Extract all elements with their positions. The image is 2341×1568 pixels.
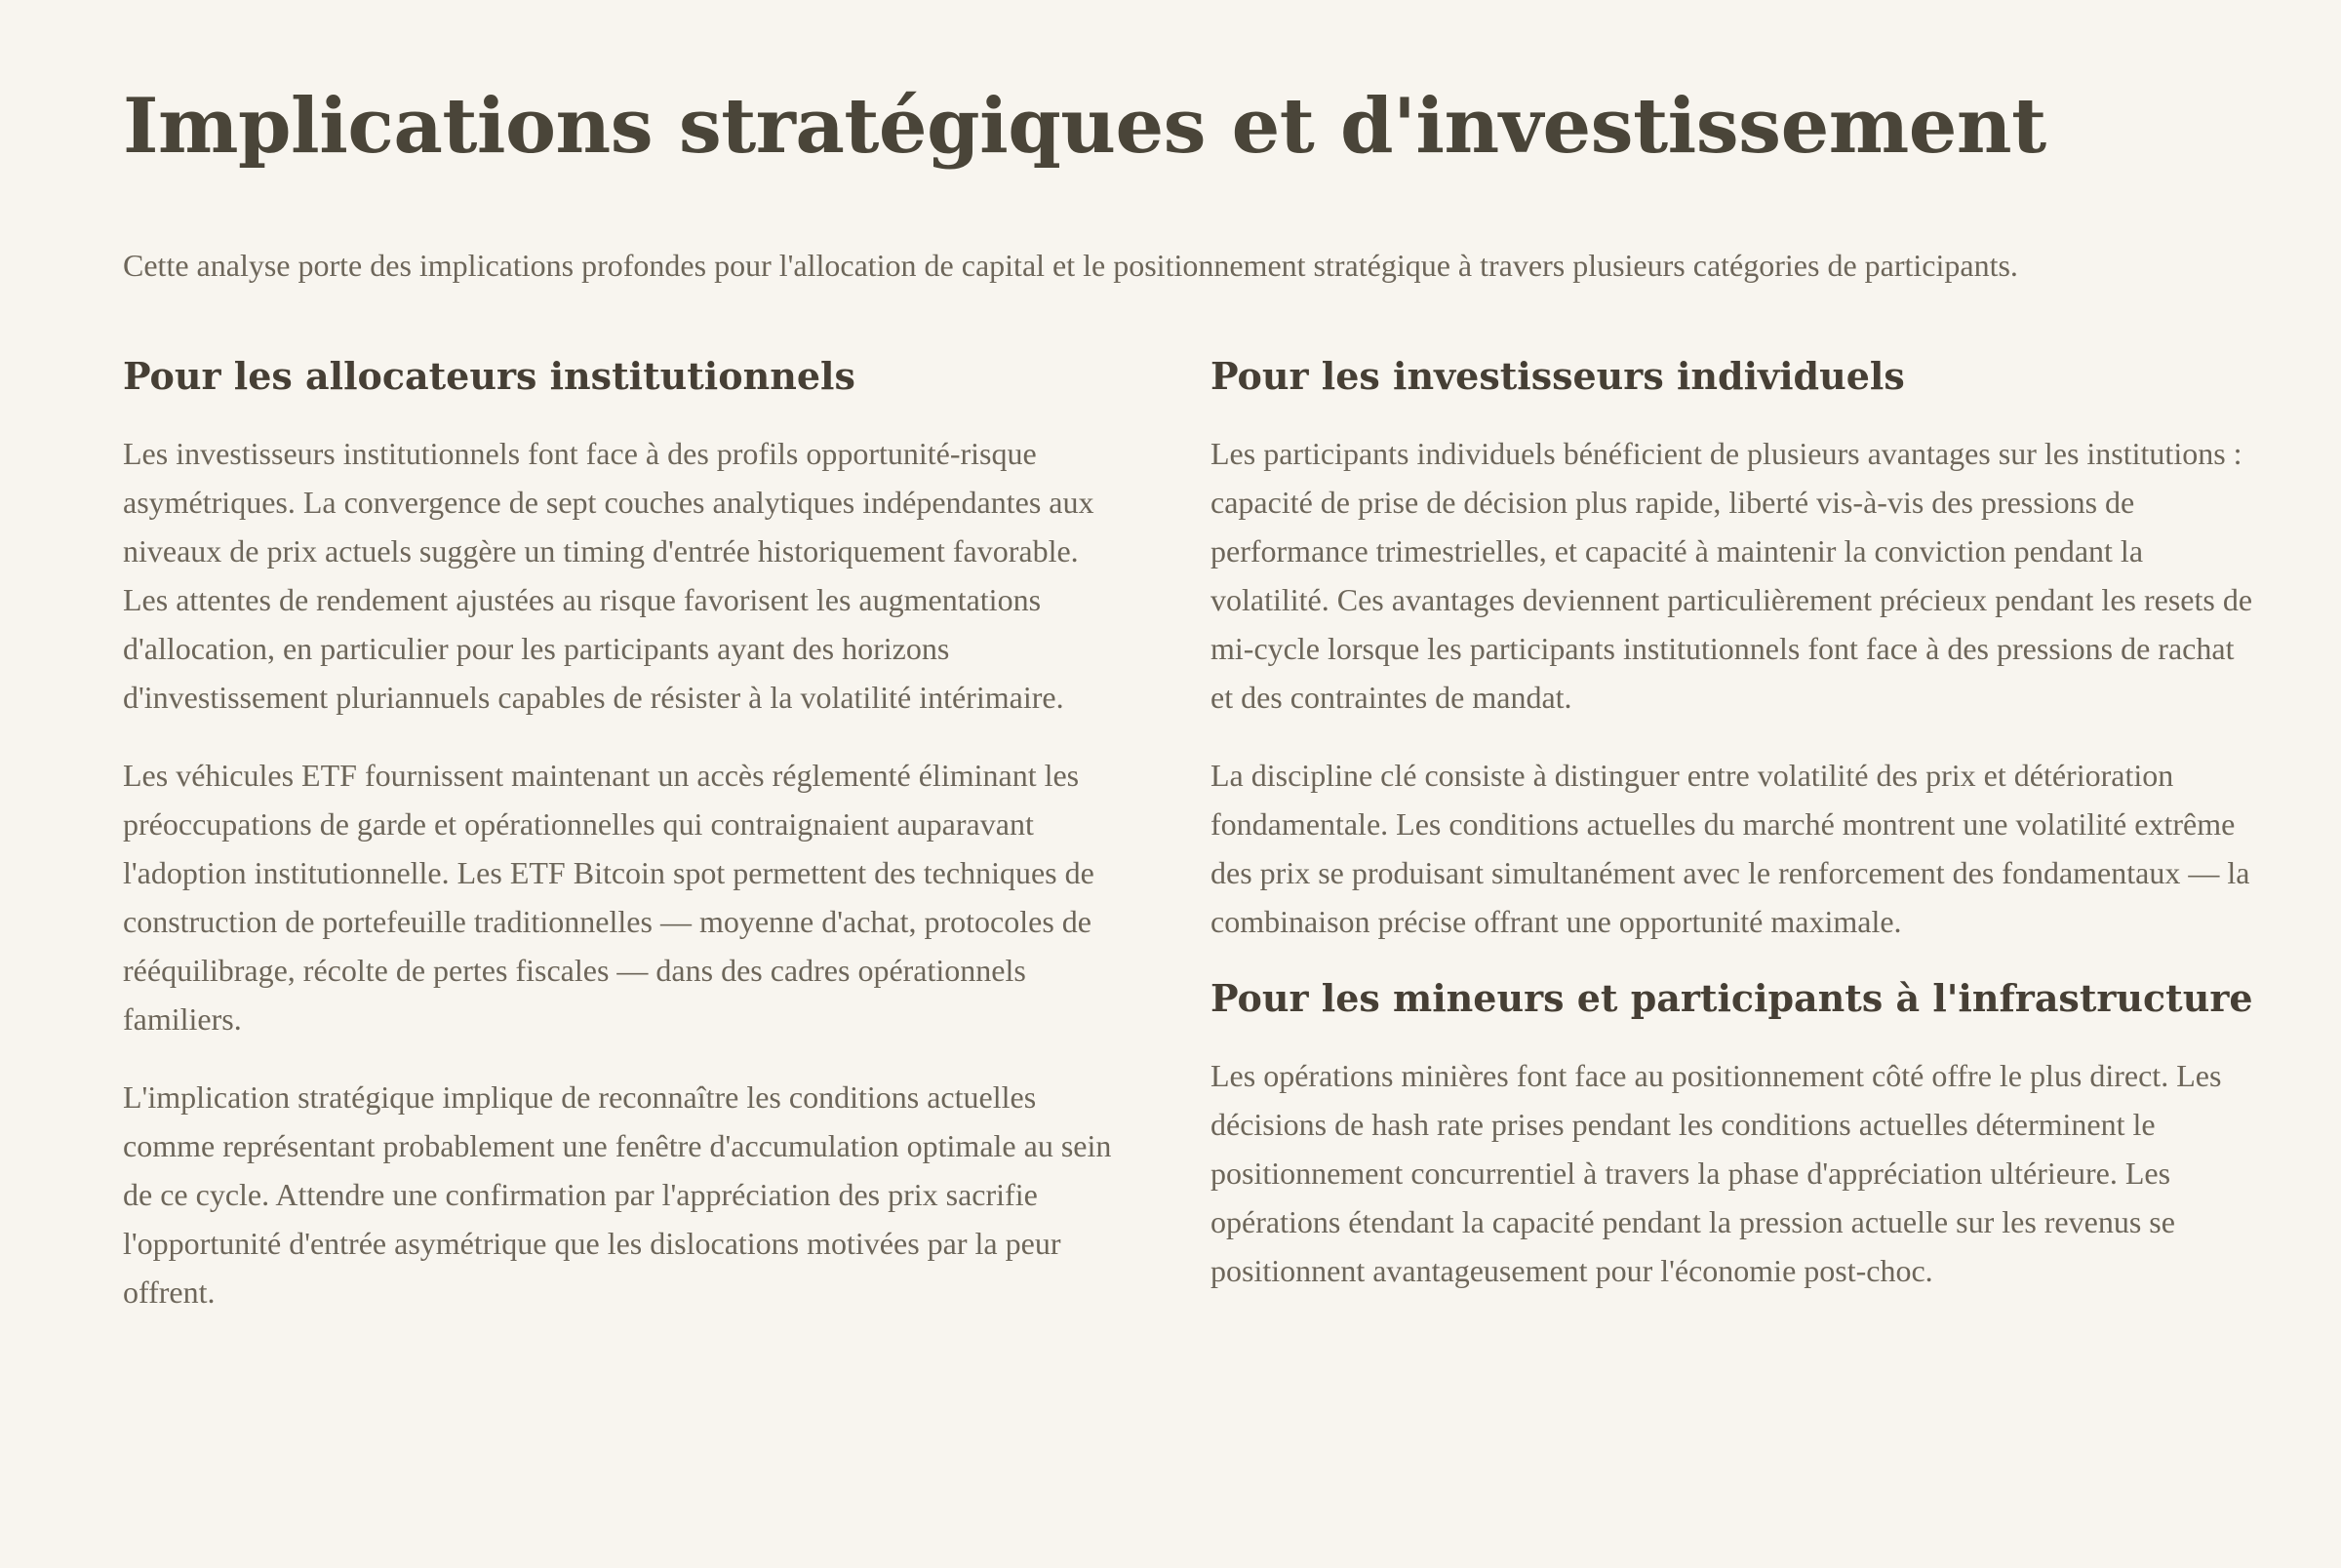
right-column	[1210, 346, 2254, 1295]
section-heading-individual: Pour les investisseurs individuels	[1210, 354, 1905, 398]
paragraph: L'implication stratégique implique de reconnaître les conditions actuelles comme représentant probablement une fenêtre d'accumulation optimale au sein de ce cycle. Attendre une confirmation par l'appréciation des prix sacrifie l'opportunité d'entrée asymétrique que les dislocations motivées par la peur offrent.	[123, 1079, 1112, 1310]
paragraph: Les véhicules ETF fournissent maintenant un accès réglementé éliminant les préoccupations de garde et opérationnelles qui contraignaient auparavant l'adoption institutionnelle. Les ETF Bitcoin spot permettent des techniques de construction de portefeuille traditionnelles — moyenne d'achat, protocoles de rééquilibrage, récolte de pertes fiscales — dans des cadres opérationnels familiers.	[123, 758, 1094, 1037]
paragraph: Les participants individuels bénéficient de plusieurs avantages sur les institutions : capacité de prise de décision plus rapide, liberté vis-à-vis des pressions de performance trimestrielles, et capacité à maintenir la conviction pendant la volatilité. Ces avantages deviennent particulièrement précieux pendant les resets de mi-cycle lorsque les participants institutionnels font face à des pressions de rachat et des contraintes de mandat.	[1210, 436, 2253, 715]
left-column	[123, 346, 1128, 1316]
section-heading-miners: Pour les mineurs et participants à l'infrastructure	[1210, 976, 2253, 1020]
paragraph: Les opérations minières font face au positionnement côté offre le plus direct. Les décisions de hash rate prises pendant les conditions actuelles déterminent le positionnement concurrentiel à travers la phase d'appréciation ultérieure. Les opérations étendant la capacité pendant la pression actuelle sur les revenus se positionnent avantageusement pour l'économie post-choc.	[1210, 1058, 2222, 1288]
page-title: Implications stratégiques et d'investissement	[123, 82, 2046, 171]
paragraph: La discipline clé consiste à distinguer entre volatilité des prix et détérioration fondamentale. Les conditions actuelles du marché montrent une volatilité extrême des prix se produisant simultanément avec le renforcement des fondamentaux — la combinaison précise offrant une opportunité maximale.	[1210, 758, 2250, 939]
paragraph: Les investisseurs institutionnels font face à des profils opportunité-risque asymétriques. La convergence de sept couches analytiques indépendantes aux niveaux de prix actuels suggère un timing d'entrée historiquement favorable. Les attentes de rendement ajustées au risque favorisent les augmentations d'allocation, en particulier pour les participants ayant des horizons d'investissement pluriannuels capables de résister à la volatilité intérimaire.	[123, 436, 1094, 715]
intro-paragraph: Cette analyse porte des implications profondes pour l'allocation de capital et le positionnement stratégique à travers plusieurs catégories de participants.	[123, 248, 2018, 283]
section-heading-institutional: Pour les allocateurs institutionnels	[123, 354, 855, 398]
